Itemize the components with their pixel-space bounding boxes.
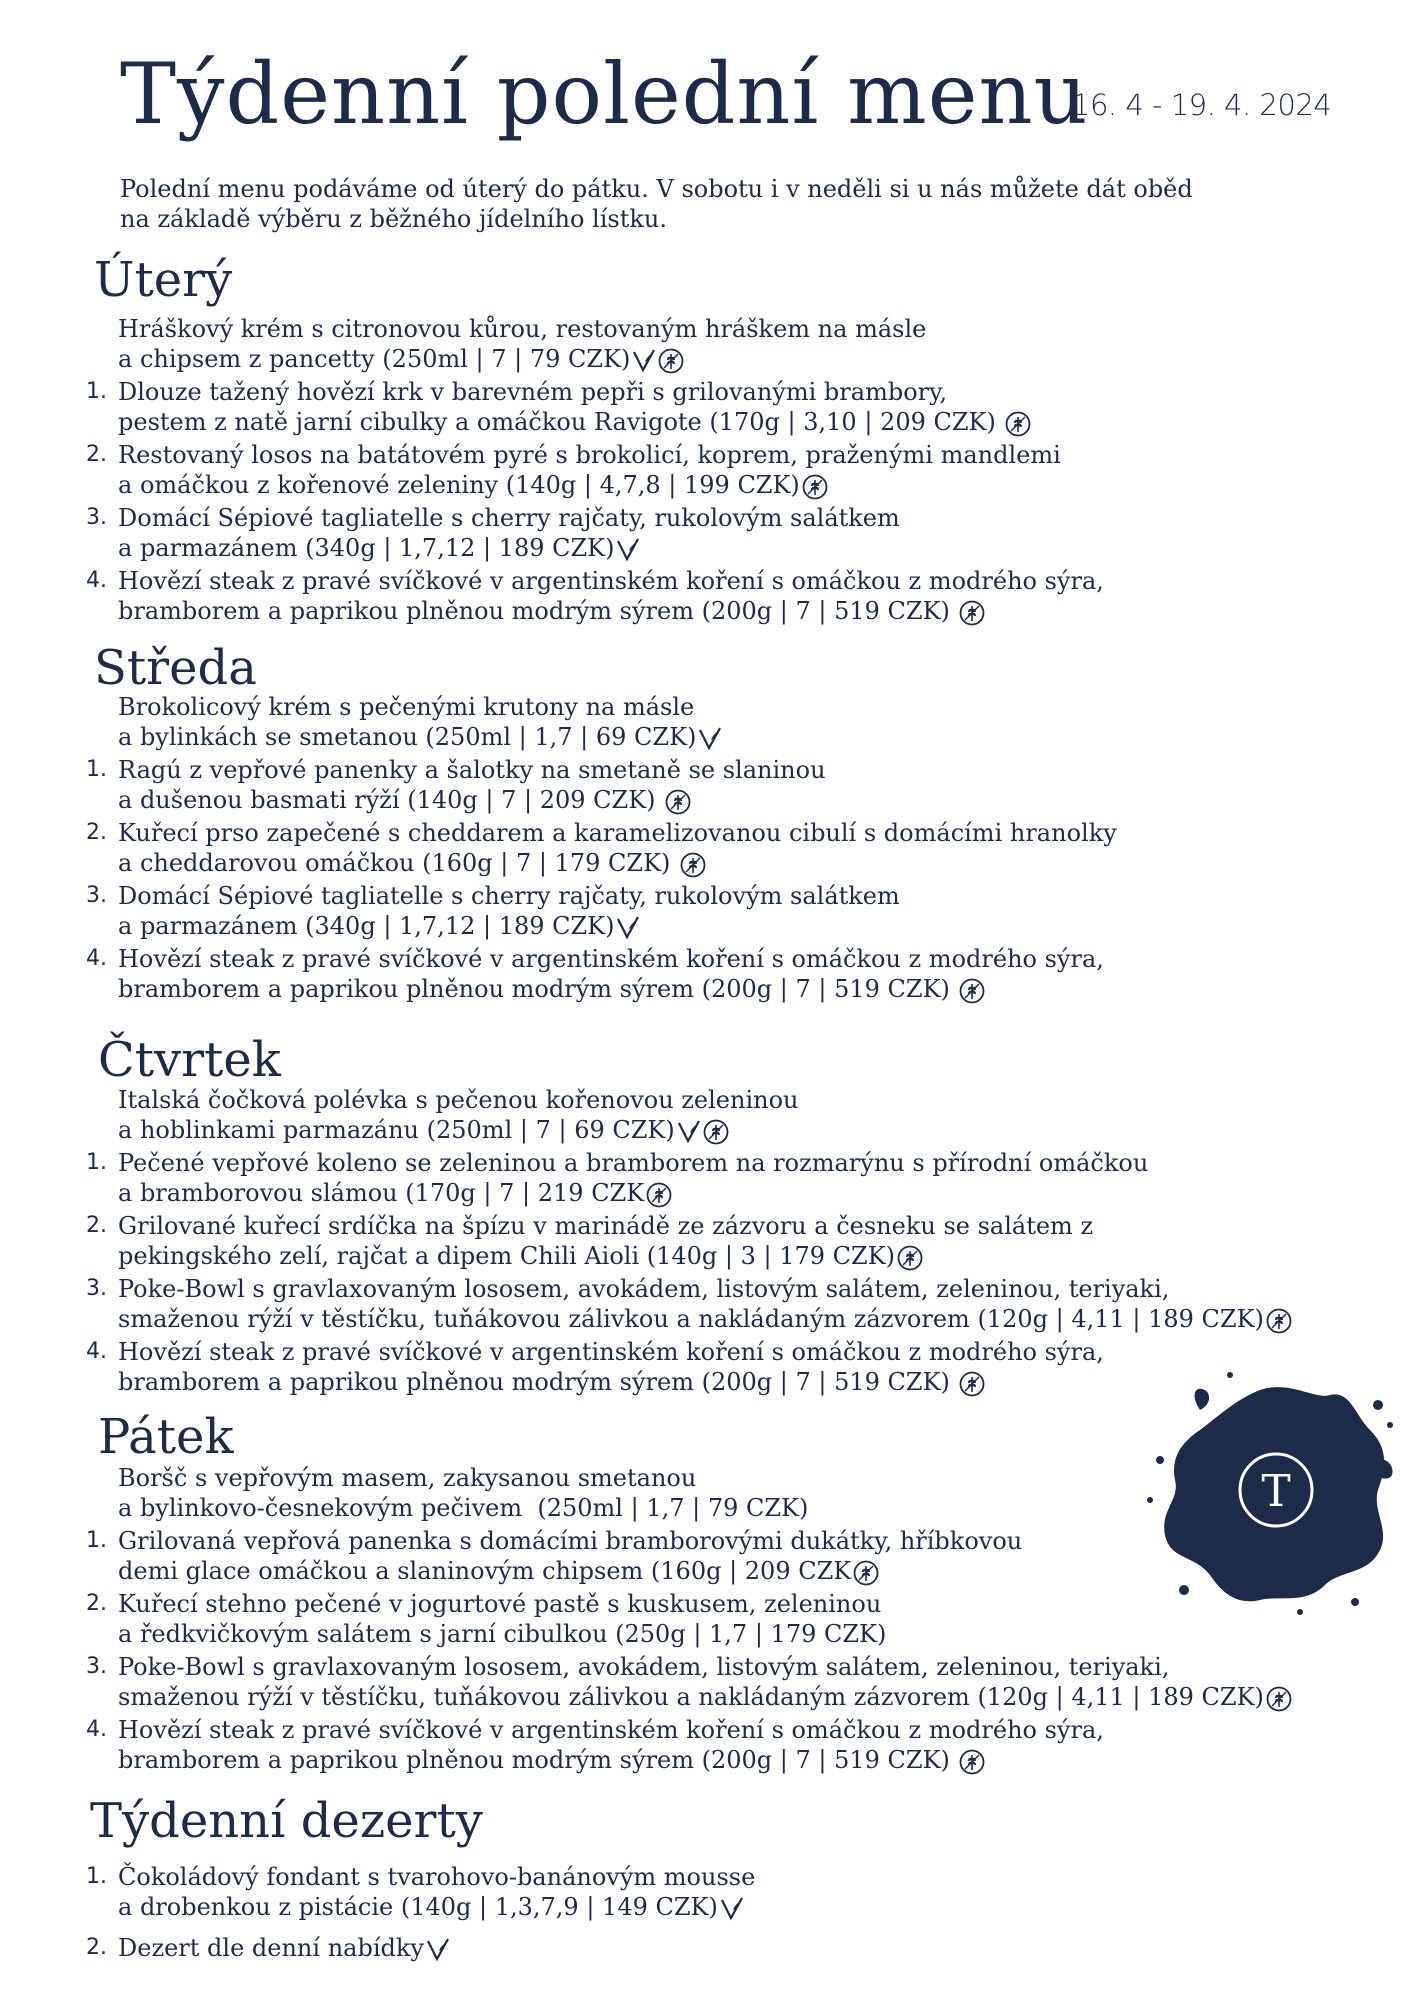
item-text-line2: a dušenou basmati rýží (140g | 7 | 209 CZK) [118, 785, 826, 815]
vegetarian-icon [616, 915, 640, 941]
vegetarian-icon [677, 1119, 701, 1145]
soup-line1: Brokolicový krém s pečenými krutony na másle [118, 693, 695, 721]
item-text-line2: a ředkvičkovým salátem s jarní cibulkou (250g | 1,7 | 179 CZK) [118, 1620, 887, 1648]
soup-line2: a bylinkách se smetanou (250ml | 1,7 | 69 CZK) [118, 722, 1360, 752]
item-text-line1: Čokoládový fondant s tvarohovo-banánovým mousse [118, 1863, 756, 1891]
day-heading-streda: Středa [94, 640, 257, 696]
soup-line2: a chipsem z pancetty (250ml | 7 | 79 CZK) [118, 344, 1360, 374]
item-number: 3. [86, 505, 107, 530]
item-text-line2: smaženou rýží v těstíčku, tuňákovou zálivkou a nakládaným zázvorem (120g | 4,11 | 189 CZK) [118, 1304, 1292, 1334]
desserts-heading: Týdenní dezerty [90, 1793, 483, 1849]
item-text-line2: bramborem a paprikou plněnou modrým sýrem (200g | 7 | 519 CZK) [118, 596, 1104, 626]
soup-line1: Hráškový krém s citronovou kůrou, restovaným hráškem na másle [118, 315, 927, 343]
item-text-line1: Grilovaná vepřová panenka s domácími bramborovými dukátky, hříbkovou [118, 1527, 1023, 1555]
item-number: 4. [86, 1339, 107, 1364]
soup-line1: Boršč s vepřovým masem, zakysanou smetanou [118, 1464, 697, 1492]
logo-letter: T [1261, 1466, 1291, 1517]
item-text-line1: Kuřecí prso zapečené s cheddarem a karamelizovanou cibulí s domácími hranolky [118, 819, 1117, 847]
item-text-line1: Poke-Bowl s gravlaxovaným lososem, avokádem, listovým salátem, zeleninou, teriyaki, [118, 1275, 1170, 1303]
item-number: 2. [86, 442, 107, 467]
vegetarian-icon [426, 1937, 450, 1963]
menu-item [80, 1652, 1360, 1712]
menu-item [80, 1148, 1360, 1208]
day-menu-ctvrtek [80, 1085, 1360, 1400]
menu-item [80, 566, 1360, 626]
item-text-line2: pekingského zelí, rajčat a dipem Chili Aioli (140g | 3 | 179 CZK) [118, 1241, 1093, 1271]
menu-item [80, 1211, 1360, 1271]
item-text-line1: Ragú z vepřové panenky a šalotky na smetaně se slaninou [118, 756, 826, 784]
item-text-line2: demi glace omáčkou a slaninovým chipsem (160g | 209 CZK [118, 1556, 1022, 1586]
menu-item [80, 503, 1360, 563]
item-text-line1: Hovězí steak z pravé svíčkové v argentinském koření s omáčkou z modrého sýra, [118, 945, 1104, 973]
soup [80, 692, 1360, 752]
vegetarian-icon [698, 726, 722, 752]
item-text-line2: bramborem a paprikou plněnou modrým sýrem (200g | 7 | 519 CZK) [118, 1745, 1104, 1775]
vegetarian-icon [632, 348, 656, 374]
soup-line2: a bylinkovo-česnekovým pečivem (250ml | 1,7 | 79 CZK) [118, 1494, 809, 1522]
soup-line2: a hoblinkami parmazánu (250ml | 7 | 69 CZK) [118, 1115, 1360, 1145]
item-number: 2. [86, 820, 107, 845]
vegetarian-icon [720, 1896, 744, 1922]
restaurant-logo [1140, 1370, 1400, 1624]
page-title: Týdenní polední menu [120, 45, 1089, 143]
item-number: 1. [86, 1150, 107, 1175]
item-text-line2: pestem z natě jarní cibulky a omáčkou Ravigote (170g | 3,10 | 209 CZK) [118, 407, 1031, 437]
item-number: 2. [86, 1591, 107, 1616]
menu-item [80, 1862, 1360, 1922]
gluten-free-icon [1266, 1686, 1292, 1712]
item-number: 1. [86, 379, 107, 404]
gluten-free-icon [665, 789, 691, 815]
item-number: 3. [86, 1276, 107, 1301]
menu-item [80, 755, 1360, 815]
item-number: 4. [86, 568, 107, 593]
soup [80, 1085, 1360, 1145]
menu-item [80, 1274, 1360, 1334]
vegetarian-icon [616, 537, 640, 563]
soup-line1: Italská čočková polévka s pečenou kořenovou zeleninou [118, 1086, 799, 1114]
item-text-line2: a bramborovou slámou (170g | 7 | 219 CZK [118, 1178, 1148, 1208]
menu-item [80, 1715, 1360, 1775]
menu-item [80, 440, 1360, 500]
day-heading-patek: Pátek [98, 1409, 234, 1465]
item-text-line1: Hovězí steak z pravé svíčkové v argentinském koření s omáčkou z modrého sýra, [118, 1338, 1104, 1366]
item-text-line1: Dlouze tažený hovězí krk v barevném pepři s grilovanými brambory, [118, 378, 948, 406]
item-text-line2: bramborem a paprikou plněnou modrým sýrem (200g | 7 | 519 CZK) [118, 974, 1104, 1004]
menu-item [80, 881, 1360, 941]
gluten-free-icon [1266, 1308, 1292, 1334]
menu-item [80, 377, 1360, 437]
date-range: 16. 4 - 19. 4. 2024 [1072, 88, 1332, 122]
gluten-free-icon [1005, 411, 1031, 437]
item-text-line2: a parmazánem (340g | 1,7,12 | 189 CZK) [118, 911, 900, 941]
soup [80, 314, 1360, 374]
gluten-free-icon [646, 1182, 672, 1208]
menu-item [80, 944, 1360, 1004]
day-menu-utery [80, 314, 1360, 629]
gluten-free-icon [853, 1560, 879, 1586]
item-text-line1: Pečené vepřové koleno se zeleninou a bramborem na rozmarýnu s přírodní omáčkou [118, 1149, 1149, 1177]
item-text-line1: Hovězí steak z pravé svíčkové v argentinském koření s omáčkou z modrého sýra, [118, 1716, 1104, 1744]
intro-text: Polední menu podáváme od úterý do pátku. V sobotu i v neděli si u nás můžete dát oběd na základě výběru z běžného jídelního lístku. [120, 175, 1193, 233]
gluten-free-icon [897, 1245, 923, 1271]
item-text-line1: Poke-Bowl s gravlaxovaným lososem, avokádem, listovým salátem, zeleninou, teriyaki, [118, 1653, 1170, 1681]
item-number: 2. [86, 1213, 107, 1238]
menu-item [80, 1933, 1360, 1963]
item-text-line1: Domácí Sépiové tagliatelle s cherry rajčaty, rukolovým salátkem [118, 504, 900, 532]
gluten-free-icon [658, 348, 684, 374]
item-number: 4. [86, 946, 107, 971]
day-heading-utery: Úterý [94, 252, 233, 308]
item-text-line2: a parmazánem (340g | 1,7,12 | 189 CZK) [118, 533, 900, 563]
item-text-line1: Dezert dle denní nabídky [118, 1933, 450, 1963]
item-text-line2: bramborem a paprikou plněnou modrým sýrem (200g | 7 | 519 CZK) [118, 1367, 1104, 1397]
desserts-menu [80, 1862, 1360, 1974]
item-text-line1: Domácí Sépiové tagliatelle s cherry rajčaty, rukolovým salátkem [118, 882, 900, 910]
gluten-free-icon [959, 600, 985, 626]
item-text-line1: Hovězí steak z pravé svíčkové v argentinském koření s omáčkou z modrého sýra, [118, 567, 1104, 595]
item-text-line1: Grilované kuřecí srdíčka na špízu v marinádě ze zázvoru a česneku se salátem z [118, 1212, 1094, 1240]
item-text-line2: a cheddarovou omáčkou (160g | 7 | 179 CZK) [118, 848, 1117, 878]
item-number: 4. [86, 1717, 107, 1742]
gluten-free-icon [959, 1749, 985, 1775]
item-text-line1: Restovaný losos na batátovém pyré s brokolicí, koprem, praženými mandlemi [118, 441, 1061, 469]
item-number: 1. [86, 757, 107, 782]
gluten-free-icon [703, 1119, 729, 1145]
menu-item [80, 818, 1360, 878]
day-menu-streda [80, 692, 1360, 1007]
item-number: 3. [86, 883, 107, 908]
item-number: 2. [86, 1935, 107, 1960]
item-number: 1. [86, 1864, 107, 1889]
item-text-line1: Kuřecí stehno pečené v jogurtové pastě s kuskusem, zeleninou [118, 1590, 882, 1618]
gluten-free-icon [959, 1371, 985, 1397]
gluten-free-icon [959, 978, 985, 1004]
gluten-free-icon [802, 474, 828, 500]
item-text-line2: a omáčkou z kořenové zeleniny (140g | 4,7,8 | 199 CZK) [118, 470, 1061, 500]
day-heading-ctvrtek: Čtvrtek [98, 1032, 281, 1088]
item-number: 3. [86, 1654, 107, 1679]
item-text-line2: a drobenkou z pistácie (140g | 1,3,7,9 | 149 CZK) [118, 1892, 755, 1922]
item-number: 1. [86, 1528, 107, 1553]
gluten-free-icon [680, 852, 706, 878]
item-text-line2: smaženou rýží v těstíčku, tuňákovou zálivkou a nakládaným zázvorem (120g | 4,11 | 189 CZK) [118, 1682, 1292, 1712]
